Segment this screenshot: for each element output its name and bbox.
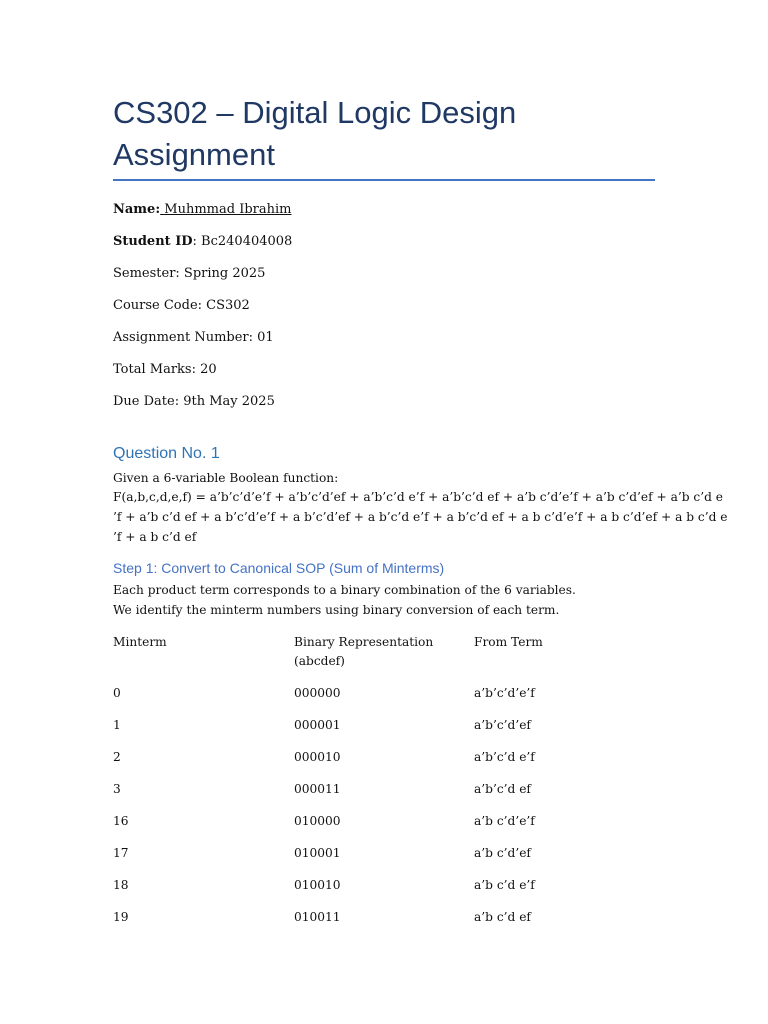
total-marks-line: Total Marks: 20 (113, 362, 217, 377)
cell-term: a’b c’d’e’f (474, 814, 535, 828)
student-id-line (113, 233, 292, 251)
name-label: Name: (113, 202, 161, 217)
function-line-3: ’f + a b c’d ef (113, 530, 197, 544)
step1-line-1: Each product term corresponds to a binary combination of the 6 variables. (113, 583, 576, 597)
assignment-number-line: Assignment Number: 01 (113, 330, 274, 345)
cell-binary: 010010 (294, 878, 341, 892)
question-heading: Question No. 1 (113, 445, 220, 462)
cell-term: a’b’c’d e’f (474, 750, 535, 764)
cell-minterm: 0 (113, 686, 121, 700)
title-underline-rule (113, 179, 655, 181)
step1-heading: Step 1: Convert to Canonical SOP (Sum of Minterms) (113, 560, 445, 576)
header-binary: Binary Representation (abcdef) (294, 635, 434, 668)
cell-minterm: 3 (113, 782, 121, 796)
question-intro: Given a 6-variable Boolean function: (113, 471, 339, 485)
cell-term: a’b’c’d ef (474, 782, 531, 796)
cell-term: a’b c’d e’f (474, 878, 535, 892)
cell-minterm: 16 (113, 814, 129, 828)
document-title: CS302 – Digital Logic Design Assignment (113, 95, 517, 172)
student-id-value: : Bc240404008 (192, 234, 293, 249)
semester-line: Semester: Spring 2025 (113, 266, 266, 281)
name-line (113, 201, 291, 219)
cell-minterm: 19 (113, 910, 129, 924)
name-value: Muhmmad Ibrahim (160, 202, 292, 217)
student-id-label: Student ID (113, 234, 193, 249)
cell-binary: 010011 (294, 910, 341, 924)
header-from-term: From Term (474, 635, 543, 649)
step1-line-2: We identify the minterm numbers using binary conversion of each term. (113, 603, 560, 617)
cell-binary: 010001 (294, 846, 341, 860)
cell-term: a’b c’d ef (474, 910, 531, 924)
cell-minterm: 17 (113, 846, 129, 860)
cell-binary: 010000 (294, 814, 341, 828)
cell-binary: 000001 (294, 718, 341, 732)
cell-minterm: 18 (113, 878, 129, 892)
cell-minterm: 1 (113, 718, 121, 732)
cell-binary: 000011 (294, 782, 341, 796)
cell-binary: 000010 (294, 750, 341, 764)
cell-term: a’b’c’d’e’f (474, 686, 535, 700)
header-minterm: Minterm (113, 635, 167, 649)
cell-binary: 000000 (294, 686, 341, 700)
due-date-line: Due Date: 9th May 2025 (113, 394, 275, 409)
function-line-2: ’f + a’b c’d ef + a b’c’d’e’f + a b’c’d’ef + a b’c’d e’f + a b’c’d ef + a b c’d’e’f + a b c’d’ef + a b c’d e (113, 510, 728, 524)
course-code-line: Course Code: CS302 (113, 298, 250, 313)
cell-minterm: 2 (113, 750, 121, 764)
cell-term: a’b c’d’ef (474, 846, 531, 860)
function-line-1: F(a,b,c,d,e,f) = a’b’c’d’e’f + a’b’c’d’ef + a’b’c’d e’f + a’b’c’d ef + a’b c’d’e’f + a’b c’d’ef + a’b c’d e (113, 490, 723, 504)
cell-term: a’b’c’d’ef (474, 718, 531, 732)
